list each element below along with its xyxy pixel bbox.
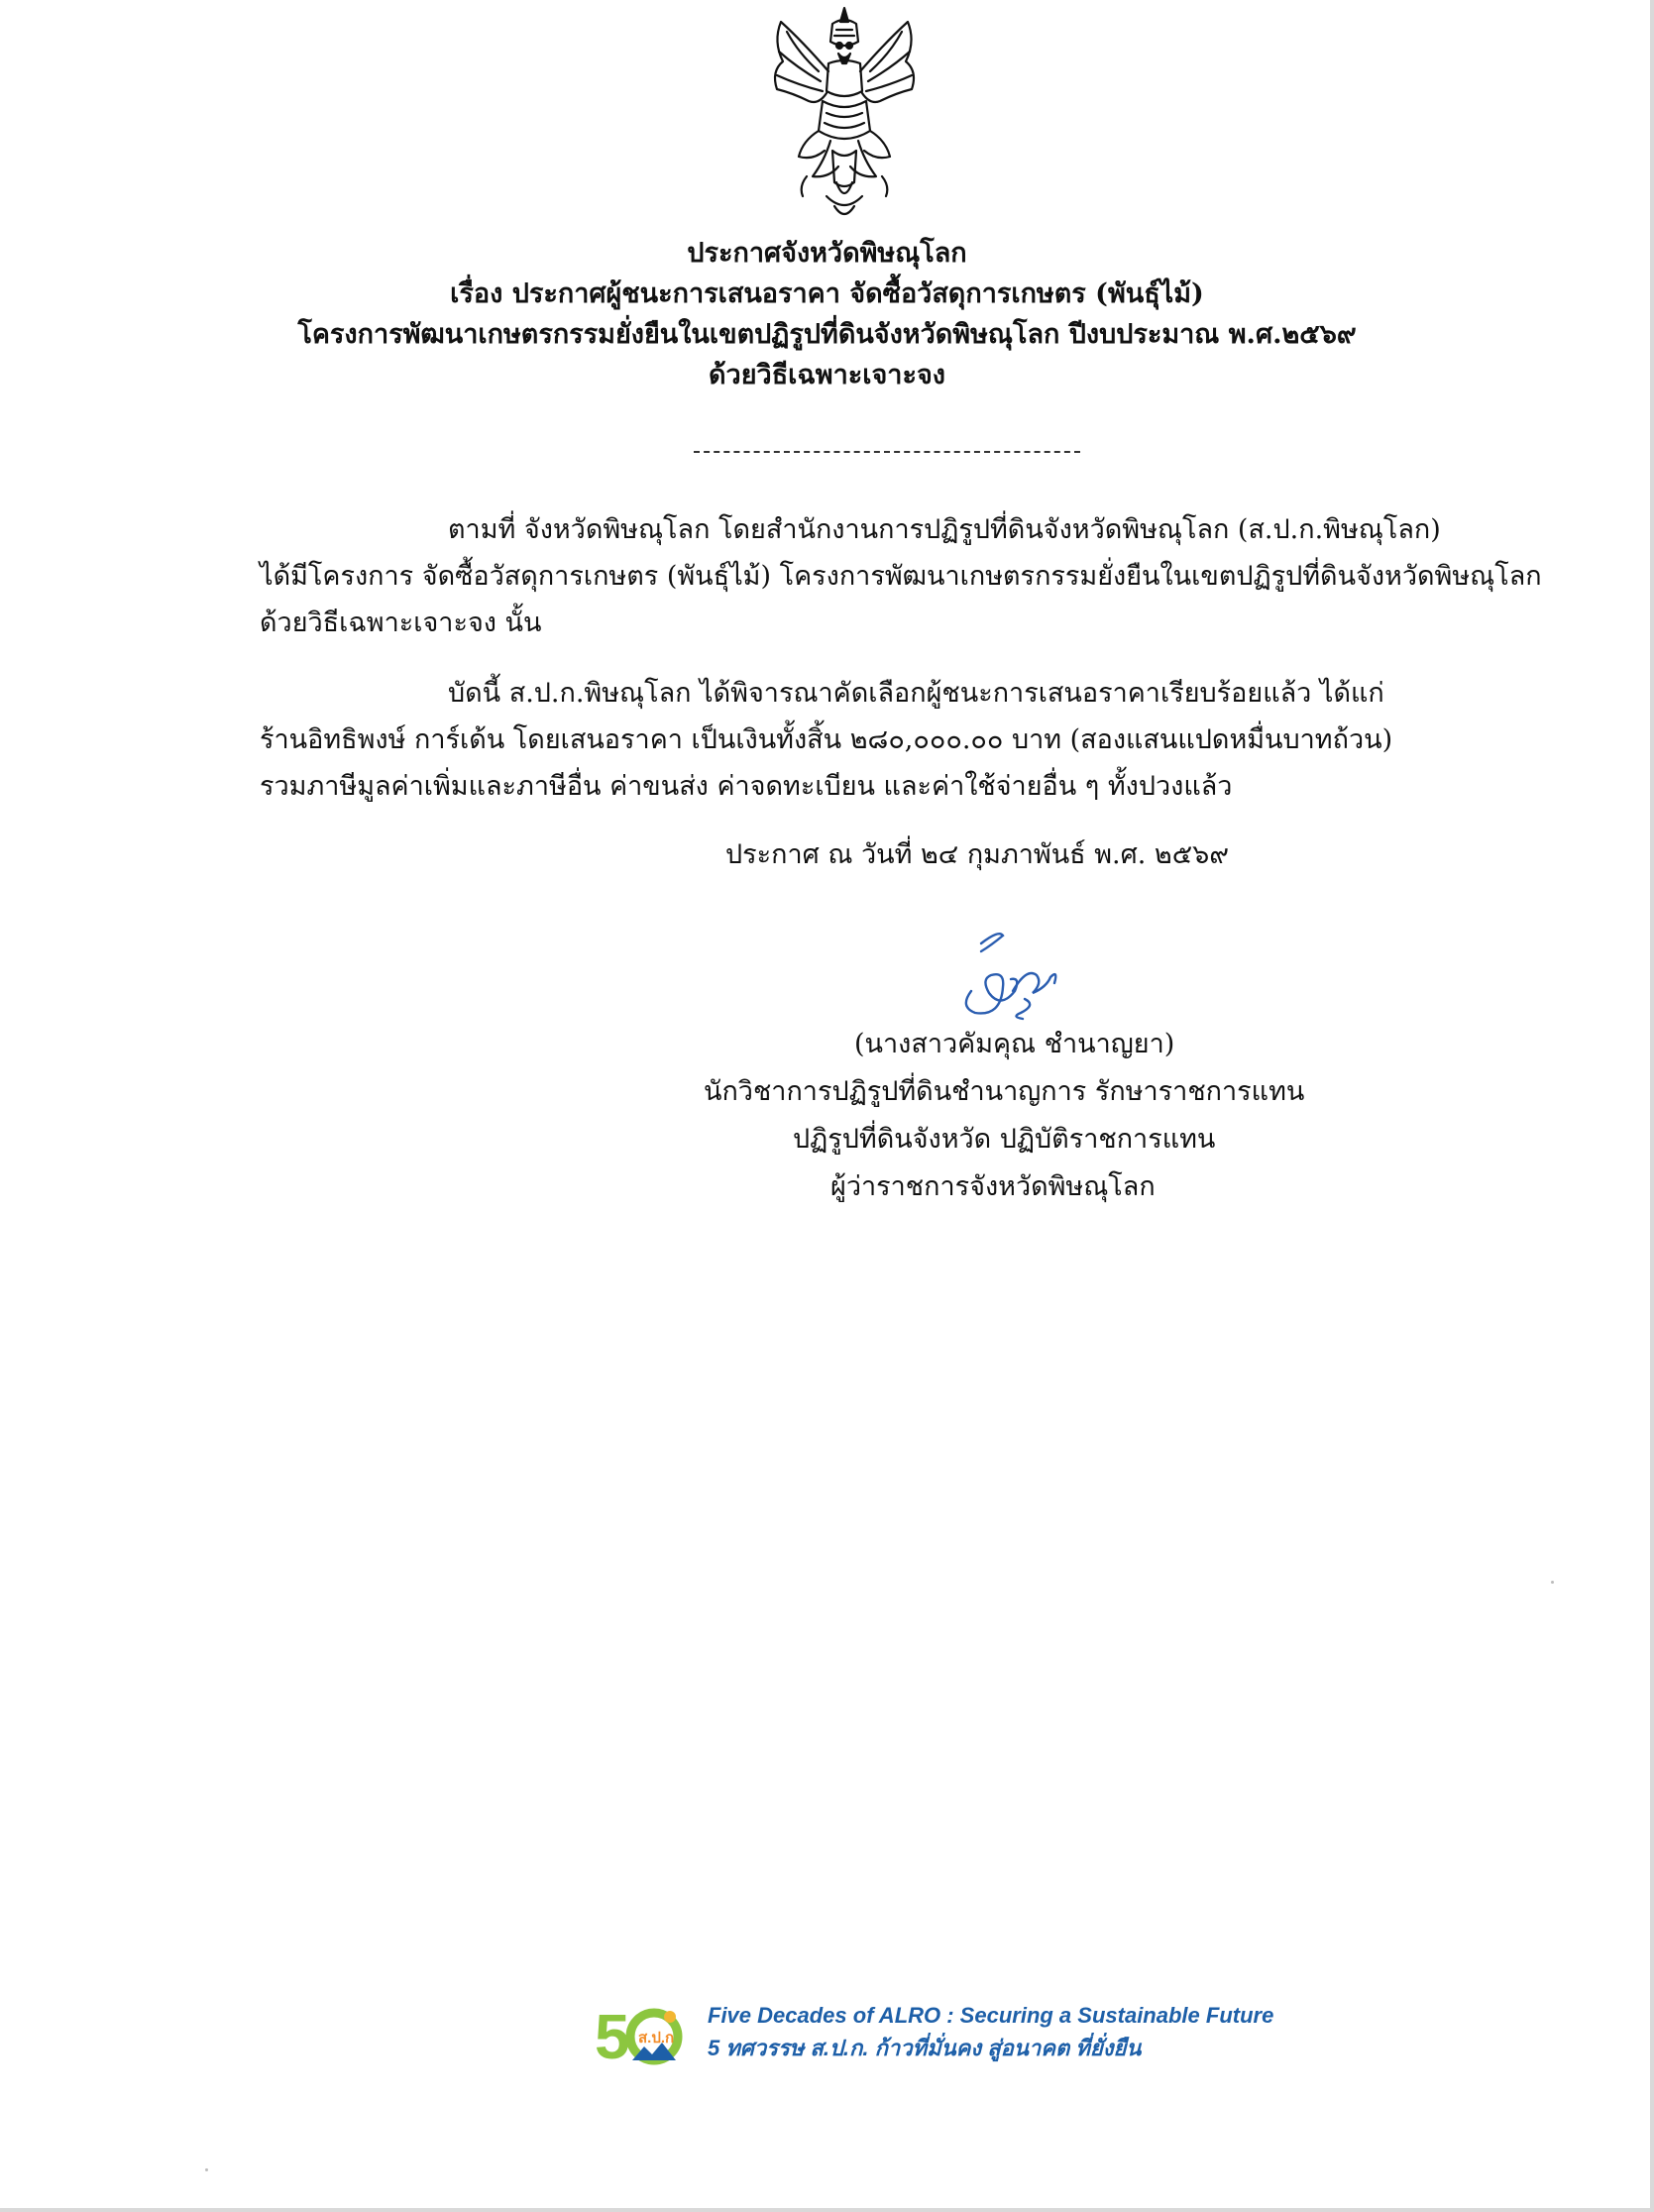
scan-speck xyxy=(1551,1581,1554,1584)
signer-block xyxy=(0,1021,1654,1211)
paragraph-2-line-1: บัดนี้ ส.ป.ก.พิษณุโลก ได้พิจารณาคัดเลือกผู้ชนะการเสนอราคาเรียบร้อยแล้ว ได้แก่ xyxy=(448,678,1384,709)
handwritten-signature-icon xyxy=(941,922,1090,1031)
paragraph-1-line-1: ตามที่ จังหวัดพิษณุโลก โดยสำนักงานการปฏิรูปที่ดินจังหวัดพิษณุโลก (ส.ป.ก.พิษณุโลก) xyxy=(448,514,1441,545)
announcement-date: ประกาศ ณ วันที่ ๒๔ กุมภาพันธ์ พ.ศ. ๒๕๖๙ xyxy=(725,839,1230,870)
announcement-subject: เรื่อง ประกาศผู้ชนะการเสนอราคา จัดซื้อวัสดุการเกษตร (พันธุ์ไม้) xyxy=(450,278,1204,309)
footer-thai-slogan: 5 ทศวรรษ ส.ป.ก. ก้าวที่มั่นคง สู่อนาคต ที่ยั่งยืน xyxy=(708,2036,1142,2060)
signer-position-1: นักวิชาการปฏิรูปที่ดินชำนาญการ รักษาราชการแทน xyxy=(704,1076,1305,1107)
document-header xyxy=(0,236,1654,398)
svg-text:ส.ป.ก: ส.ป.ก xyxy=(638,2030,675,2046)
signer-position-3: ผู้ว่าราชการจังหวัดพิษณุโลก xyxy=(830,1171,1156,1202)
footer-english-slogan: Five Decades of ALRO : Securing a Sustainable Future xyxy=(708,2003,1274,2028)
paragraph-2-line-2: ร้านอิทธิพงษ์ การ์เด้น โดยเสนอราคา เป็นเงินทั้งสิ้น ๒๘๐,๐๐๐.๐๐ บาท (สองแสนแปดหมื่นบาทถ้วน) xyxy=(260,724,1393,755)
paragraph-background xyxy=(260,506,1542,646)
announcement-title: ประกาศจังหวัดพิษณุโลก xyxy=(687,238,967,269)
header-divider xyxy=(694,451,1080,453)
paragraph-1-line-3: ด้วยวิธีเฉพาะเจาะจง นั้น xyxy=(260,608,542,638)
paragraph-2-line-3: รวมภาษีมูลค่าเพิ่มและภาษีอื่น ค่าขนส่ง ค่าจดทะเบียน และค่าใช้จ่ายอื่น ๆ ทั้งปวงแล้ว xyxy=(260,771,1233,802)
paragraph-result xyxy=(260,670,1510,810)
signer-position-2: ปฏิรูปที่ดินจังหวัด ปฏิบัติราชการแทน xyxy=(793,1124,1216,1155)
page-edge-bottom xyxy=(0,2208,1654,2212)
footer-slogan xyxy=(708,2000,1273,2065)
procurement-method: ด้วยวิธีเฉพาะเจาะจง xyxy=(709,360,945,390)
project-name: โครงการพัฒนาเกษตรกรรมยั่งยืนในเขตปฏิรูปที่ดินจังหวัดพิษณุโลก ปีงบประมาณ พ.ศ.๒๕๖๙ xyxy=(297,319,1357,350)
paragraph-1-line-2: ได้มีโครงการ จัดซื้อวัสดุการเกษตร (พันธุ์ไม้) โครงการพัฒนาเกษตรกรรมยั่งยืนในเขตปฏิรูปที่ดินจังหวัดพิษณุโลก xyxy=(260,561,1542,592)
signer-name: (นางสาวคัมคุณ ชำนาญยา) xyxy=(854,1029,1175,1059)
alro-50-years-logo-icon xyxy=(593,1997,702,2074)
svg-text:5: 5 xyxy=(595,2001,630,2072)
garuda-emblem-icon xyxy=(763,2,927,230)
scan-speck xyxy=(205,2168,208,2171)
